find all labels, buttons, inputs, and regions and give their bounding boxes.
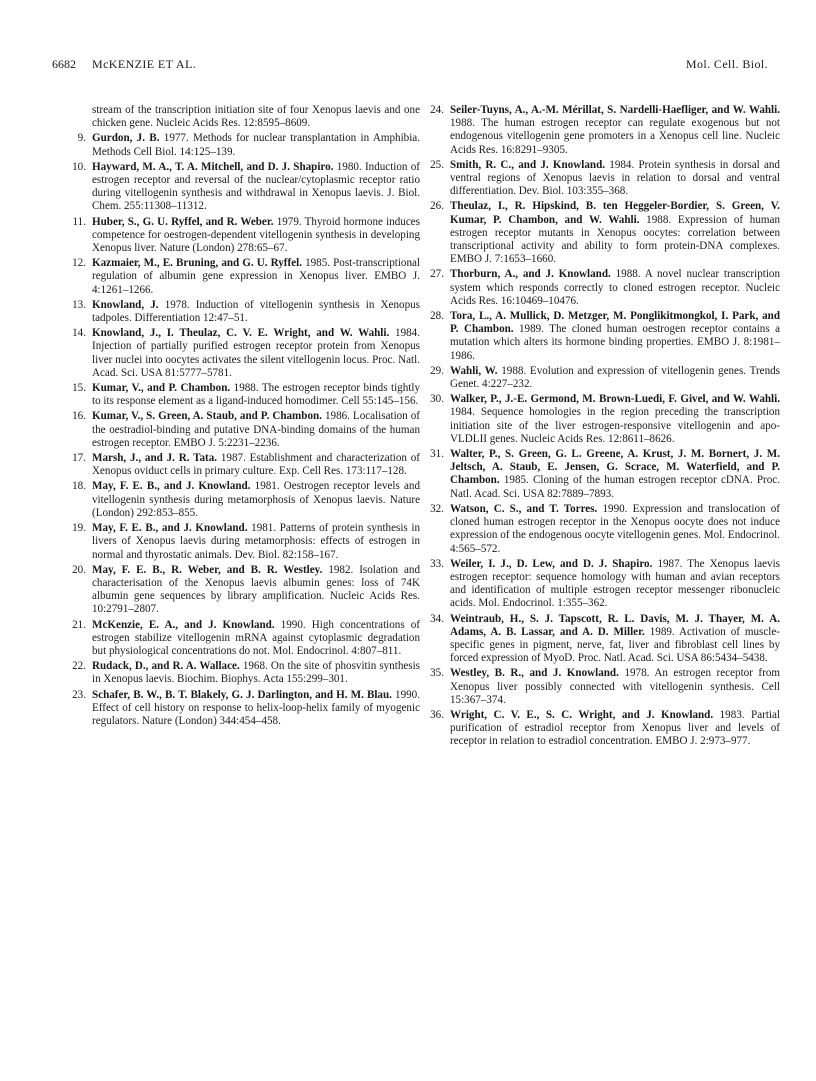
journal-name: Mol. Cell. Biol.: [685, 57, 768, 71]
reference-number: 27.: [430, 268, 444, 281]
reference-entry: [72, 298, 420, 325]
reference-details: 1987. The Xenopus laevis estrogen receptor: sequence homology with human and avian receptors and identification of multiple estrogen receptor messenger ribonucleic acids. Mol. Endocrinol. 1:355–362.: [450, 557, 780, 610]
reference-authors: Marsh, J., and J. R. Tata.: [92, 452, 218, 465]
reference-details: 1990. Expression and translocation of cloned human estrogen receptor in the Xenopus oocyte does not induce expression of the endogenous oocyte vitellogenin genes. Mol. Endocrinol. 4:565–572.: [450, 502, 780, 555]
reference-number: 11.: [72, 215, 86, 228]
reference-number: 29.: [430, 364, 444, 377]
reference-entry: [72, 410, 420, 450]
reference-number: 20.: [72, 563, 86, 576]
reference-entry: [72, 160, 420, 214]
reference-details: 1988. The human estrogen receptor can regulate exogenous but not endogenous vitellogenin gene promoters in a Xenopus cell line. Nucleic Acids Res. 16:8291–9305.: [450, 117, 780, 156]
reference-number: 16.: [72, 410, 86, 423]
reference-details: 1989. The cloned human oestrogen receptor contains a mutation which alters its hormone binding properties. EMBO J. 8:1981–1986.: [450, 323, 781, 362]
reference-authors: McKenzie, E. A., and J. Knowland.: [92, 618, 275, 631]
reference-authors: Knowland, J.: [92, 298, 159, 311]
reference-authors: Schafer, B. W., B. T. Blakely, G. J. Darlington, and H. M. Blau.: [92, 688, 392, 701]
reference-authors: Gurdon, J. B.: [92, 132, 160, 145]
left-column: [72, 104, 421, 730]
reference-details: 1989. Activation of muscle-specific genes in pigment, nerve, fat, liver and fibroblast cell lines by forced expression of MyoD. Proc. Natl. Acad. Sci. USA 86:5434–5438.: [450, 625, 781, 665]
reference-authors: Smith, R. C., and J. Knowland.: [450, 158, 606, 171]
reference-entry: [430, 557, 780, 611]
reference-details: 1978. An estrogen receptor from Xenopus liver possibly connected with vitellogenin synthesis. Cell 15:367–374.: [450, 667, 780, 706]
reference-number: 9.: [77, 132, 86, 145]
reference-number: 18.: [72, 480, 86, 493]
reference-authors: Theulaz, I., R. Hipskind, B. ten Heggeler-Bordier, S. Green, V. Kumar, P. Chambon, and W. Wahli.: [450, 200, 780, 226]
reference-entry: [430, 104, 780, 157]
reference-authors: Thorburn, A., and J. Knowland.: [450, 268, 611, 281]
reference-entry: [430, 364, 780, 391]
reference-details: 1990. High concentrations of estrogen stabilize vitellogenin mRNA against cytoplasmic degradation but physiological concentrations do not. Mol. Endocrinol. 4:807–811.: [92, 618, 420, 657]
reference-entry: [430, 502, 780, 556]
reference-details: 1968. On the site of phosvitin synthesis in Xenopus laevis. Biochim. Biophys. Acta 155:299–301.: [92, 660, 421, 686]
reference-details: 1988. The estrogen receptor binds tightly to its response element as a ligand-induced homodimer. Cell 55:145–156.: [92, 382, 420, 408]
reference-entry: [72, 563, 421, 617]
reference-details: 1981. Oestrogen receptor levels and vitellogenin synthesis during metamorphosis of Xenopus laevis. Nature (London) 292:853–855.: [92, 480, 420, 519]
reference-authors: Walker, P., J.-E. Germond, M. Brown-Luedi, F. Givel, and W. Wahli.: [450, 393, 780, 406]
reference-entry: [72, 618, 420, 659]
page-header: [52, 57, 768, 77]
reference-authors: Kumar, V., S. Green, A. Staub, and P. Chambon.: [92, 410, 322, 423]
reference-entry: [72, 452, 420, 478]
reference-authors: Kazmaier, M., E. Bruning, and G. U. Ryffel.: [92, 257, 302, 270]
reference-entry: [72, 660, 421, 686]
reference-number: 30.: [430, 393, 444, 406]
reference-authors: Huber, S., G. U. Ryffel, and R. Weber.: [92, 215, 274, 228]
reference-authors: May, F. E. B., R. Weber, and B. R. Westley.: [92, 563, 323, 576]
reference-entry: [77, 132, 420, 158]
reference-number: 17.: [72, 452, 86, 465]
reference-number: 25.: [430, 158, 444, 171]
reference-authors: Watson, C. S., and T. Torres.: [450, 502, 598, 515]
page-number: 6682: [52, 57, 76, 71]
reference-number: 14.: [72, 327, 86, 340]
reference-entry: [72, 215, 420, 256]
reference-details: 1978. Induction of vitellogenin synthesis in Xenopus tadpoles. Differentiation 12:47–51.: [92, 298, 420, 325]
reference-details: 1987. Establishment and characterization of Xenopus oviduct cells in primary culture. Exp. Cell Res. 173:117–128.: [92, 452, 420, 478]
reference-details: 1982. Isolation and characterisation of the Xenopus laevis albumin genes: loss of 74K albumin gene sequences by library amplification. Nucleic Acids Res. 10:2791–2807.: [92, 563, 421, 616]
reference-number: 31.: [430, 448, 444, 461]
reference-entry: [430, 448, 780, 501]
reference-authors: Kumar, V., and P. Chambon.: [92, 382, 231, 395]
reference-number: 19.: [72, 522, 86, 535]
reference-entry: [430, 708, 780, 749]
reference-details: 1979. Thyroid hormone induces competence for oestrogen-dependent vitellogenin synthesis in developing Xenopus liver. Nature (London) 278:65–67.: [92, 215, 420, 255]
reference-number: 24.: [430, 104, 444, 116]
reference-authors: Rudack, D., and R. A. Wallace.: [92, 660, 240, 673]
reference-number: 22.: [72, 660, 86, 673]
reference-authors: Wahli, W.: [450, 364, 498, 377]
reference-number: 35.: [430, 667, 444, 680]
reference-authors: Knowland, J., I. Theulaz, C. V. E. Wright, and W. Wahli.: [92, 327, 390, 340]
reference-entry: [430, 393, 780, 446]
reference-authors: Seiler-Tuyns, A., A.-M. Mérillat, S. Nardelli-Haefliger, and W. Wahli.: [450, 104, 780, 116]
reference-details: 1990. Effect of cell history on response to helix-loop-helix family of myogenic regulators. Nature (London) 344:454–458.: [92, 688, 420, 727]
reference-details: 1988. A novel nuclear transcription system which responds correctly to cloned estrogen receptor. Nucleic Acids Res. 16:10469–10476.: [450, 268, 780, 307]
reference-number: 36.: [430, 708, 444, 721]
continued-reference: stream of the transcription initiation site of four Xenopus laevis and one chicken gene. Nucleic Acids Res. 12:8595–8609.: [92, 104, 420, 130]
right-reference-list: [430, 104, 781, 749]
reference-number: 33.: [430, 557, 444, 570]
reference-entry: [430, 158, 780, 199]
reference-authors: Wright, C. V. E., S. C. Wright, and J. Knowland.: [450, 708, 714, 721]
reference-details: 1980. Induction of estrogen receptor and reversal of the nuclear/cytoplasmic receptor ratio during vitellogenin synthesis and withdrawal in Xenopus laevis. J. Biol. Chem. 255:11308–11312.: [92, 160, 420, 213]
reference-entry: [72, 327, 420, 380]
reference-details: 1984. Protein synthesis in dorsal and ventral regions of Xenopus laevis in relation to dorsal and ventral differentiation. Dev. Biol. 103:355–368.: [450, 158, 780, 198]
reference-number: 23.: [72, 688, 86, 701]
reference-details: 1981. Patterns of protein synthesis in livers of Xenopus laevis during metamorphosis: effects of estrogen in normal and thyrostatic animals. Dev. Biol. 82:158–167.: [92, 522, 420, 561]
reference-entry: [430, 310, 781, 363]
reference-number: 28.: [430, 310, 444, 323]
reference-number: 10.: [72, 160, 86, 173]
left-reference-list: [72, 132, 421, 728]
reference-authors: Walter, P., S. Green, G. L. Greene, A. Krust, J. M. Bornert, J. M. Jeltsch, A. Staub, E. Jensen, G. Scrace, M. Waterfield, and P. Chambon.: [450, 448, 780, 487]
reference-details: 1984. Sequence homologies in the region preceding the transcription initiation site of the liver estrogen-responsive vitellogenin and apo-VLDLII genes. Nucleic Acids Res. 12:8611–8626.: [450, 406, 780, 445]
reference-details: 1984. Injection of partially purified estrogen receptor protein from Xenopus liver nuclei into oocytes activates the silent vitellogenin locus. Proc. Natl. Acad. Sci. USA 81:5777–5781.: [92, 327, 420, 379]
reference-entry: [430, 612, 781, 666]
reference-authors: Hayward, M. A., T. A. Mitchell, and D. J. Shapiro.: [92, 160, 334, 173]
reference-authors: Tora, L., A. Mullick, D. Metzger, M. Ponglikitmongkol, I. Park, and P. Chambon.: [450, 310, 780, 336]
reference-entry: [72, 688, 420, 729]
reference-details: 1988. Evolution and expression of vitellogenin genes. Trends Genet. 4:227–232.: [450, 364, 780, 391]
reference-number: 12.: [72, 257, 86, 270]
reference-authors: Westley, B. R., and J. Knowland.: [450, 667, 619, 680]
right-column: [430, 104, 781, 751]
reference-number: 32.: [430, 502, 444, 515]
reference-details: 1986. Localisation of the oestradiol-binding and putative DNA-binding domains of the human estrogen receptor. EMBO J. 5:2231–2236.: [92, 410, 420, 449]
reference-entry: [72, 257, 421, 297]
reference-number: 34.: [430, 612, 444, 625]
reference-number: 21.: [72, 618, 86, 631]
reference-details: 1985. Cloning of the human estrogen receptor cDNA. Proc. Natl. Acad. Sci. USA 82:7889–7893.: [450, 474, 780, 500]
reference-entry: [430, 667, 780, 707]
reference-entry: [72, 522, 420, 562]
reference-details: 1983. Partial purification of estradiol receptor from Xenopus liver and levels of receptor in relation to estradiol concentration. EMBO J. 2:973–977.: [450, 708, 780, 748]
reference-number: 13.: [72, 298, 86, 311]
reference-details: 1985. Post-transcriptional regulation of albumin gene expression in Xenopus liver. EMBO J. 4:1261–1266.: [92, 257, 421, 296]
reference-details: 1988. Expression of human estrogen receptor mutants in Xenopus oocytes: correlation between transcriptional activity and ability to form protein-DNA complexes. EMBO J. 7:1653–1660.: [450, 213, 780, 266]
reference-details: 1977. Methods for nuclear transplantation in Amphibia. Methods Cell Biol. 14:125–139.: [92, 132, 420, 158]
reference-number: 15.: [72, 382, 86, 395]
running-authors: McKENZIE ET AL.: [92, 57, 197, 71]
reference-authors: Weintraub, H., S. J. Tapscott, R. L. Davis, M. J. Thayer, M. A. Adams, A. B. Lassar, and A. D. Miller.: [450, 612, 780, 638]
reference-entry: [72, 480, 420, 520]
reference-entry: [72, 382, 420, 408]
reference-authors: Weiler, I. J., D. Lew, and D. J. Shapiro.: [450, 557, 653, 570]
reference-number: 26.: [430, 200, 444, 213]
reference-entry: [430, 268, 780, 308]
reference-entry: [430, 200, 780, 266]
reference-authors: May, F. E. B., and J. Knowland.: [92, 522, 248, 535]
reference-authors: May, F. E. B., and J. Knowland.: [92, 480, 251, 493]
